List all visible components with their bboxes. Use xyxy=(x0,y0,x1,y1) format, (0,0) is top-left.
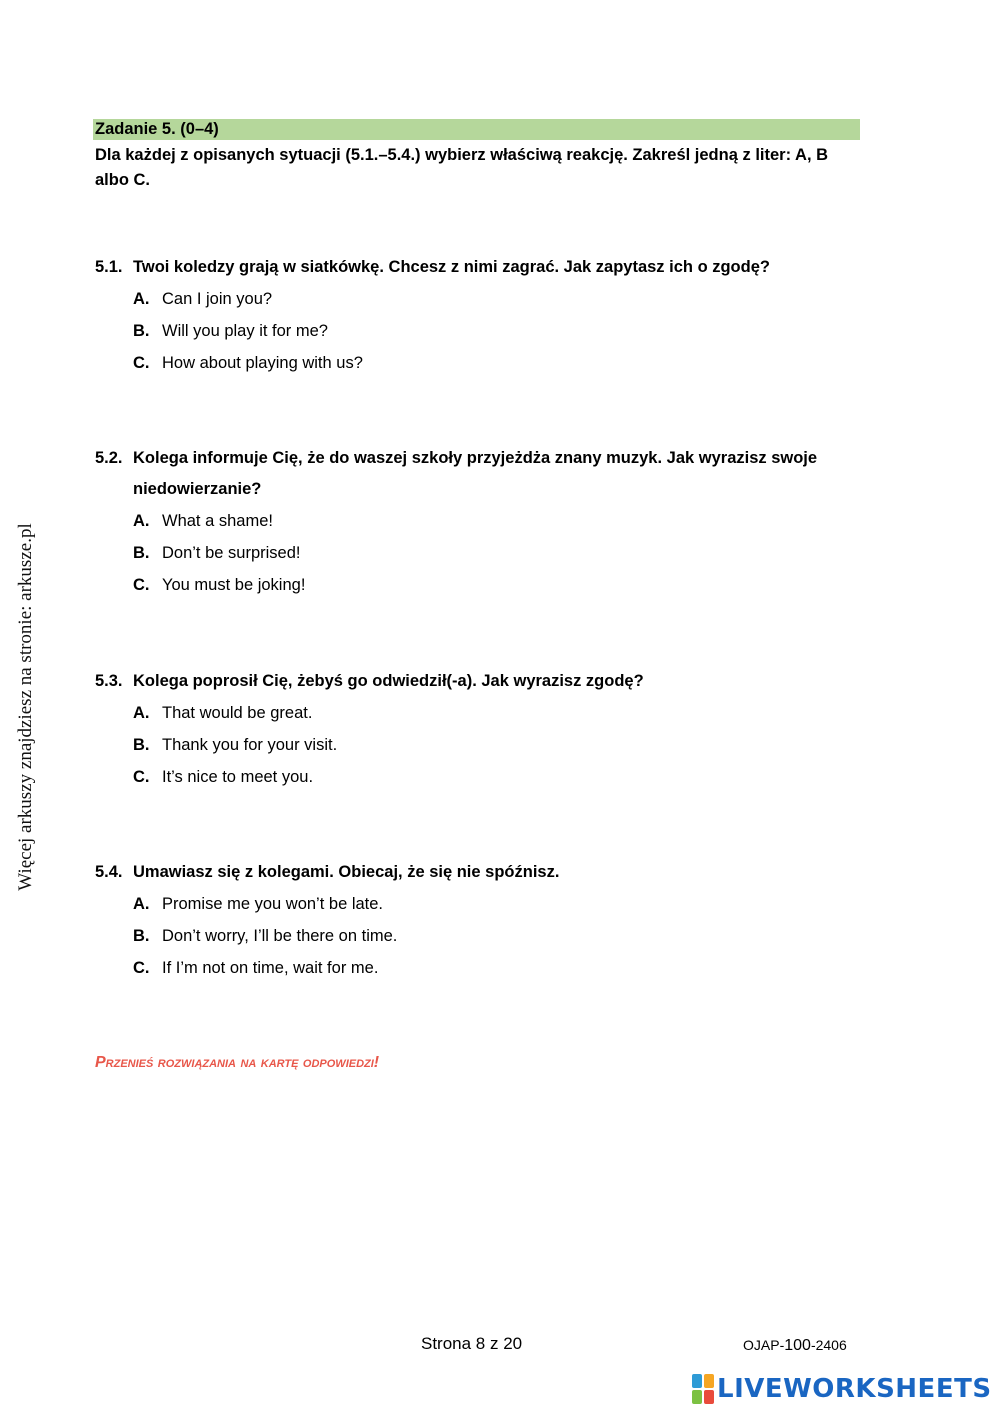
option-text: It’s nice to meet you. xyxy=(162,768,314,786)
task-instruction: Dla każdej z opisanych sytuacji (5.1.–5.4.) wybierz właściwą reakcję. Zakreśl jedną z liter: A, B albo C. xyxy=(95,146,829,189)
option-text: Thank you for your visit. xyxy=(162,736,338,754)
option-a[interactable] xyxy=(133,283,865,315)
option-b[interactable] xyxy=(133,729,865,761)
option-c[interactable] xyxy=(133,347,865,379)
question-number: 5.1. xyxy=(95,258,123,276)
option-c[interactable] xyxy=(133,569,865,601)
brand-logo-icon xyxy=(692,1374,714,1404)
logo-tile xyxy=(704,1390,714,1404)
exam-code-suffix: -2406 xyxy=(810,1337,847,1353)
option-text: What a shame! xyxy=(162,512,273,530)
question-5-1 xyxy=(95,252,865,379)
option-text: That would be great. xyxy=(162,704,313,722)
brand-name: LIVEWORKSHEETS xyxy=(717,1374,992,1404)
option-letter[interactable]: A. xyxy=(133,290,150,308)
option-text: If I’m not on time, wait for me. xyxy=(162,959,379,977)
question-text: Kolega informuje Cię, że do waszej szkoły przyjeżdża znany muzyk. Jak wyrazisz swoje niedowierzanie? xyxy=(133,449,818,498)
transfer-answers-note xyxy=(95,1052,379,1074)
option-text: How about playing with us? xyxy=(162,354,363,372)
option-text: Don’t be surprised! xyxy=(162,544,301,562)
option-a[interactable] xyxy=(133,505,865,537)
option-letter[interactable]: A. xyxy=(133,895,150,913)
question-number: 5.4. xyxy=(95,863,123,881)
option-text: Don’t worry, I’ll be there on time. xyxy=(162,927,398,945)
question-5-2 xyxy=(95,443,865,601)
option-b[interactable] xyxy=(133,920,865,952)
question-text: Twoi koledzy grają w siatkówkę. Chcesz z nimi zagrać. Jak zapytasz ich o zgodę? xyxy=(133,258,770,276)
logo-tile xyxy=(692,1374,702,1388)
option-a[interactable] xyxy=(133,888,865,920)
task-title: Zadanie 5. (0–4) xyxy=(93,119,860,140)
option-letter[interactable]: C. xyxy=(133,768,150,786)
option-letter[interactable]: B. xyxy=(133,322,150,340)
option-b[interactable] xyxy=(133,315,865,347)
transfer-note-text: Przenieś rozwiązania na kartę odpowiedzi! xyxy=(95,1054,380,1071)
question-5-3 xyxy=(95,666,865,793)
option-letter[interactable]: A. xyxy=(133,512,150,530)
option-c[interactable] xyxy=(133,952,865,984)
option-letter[interactable]: C. xyxy=(133,354,150,372)
option-b[interactable] xyxy=(133,537,865,569)
option-letter[interactable]: C. xyxy=(133,576,150,594)
exam-code-mid: 100 xyxy=(784,1337,811,1354)
liveworksheets-brand[interactable] xyxy=(692,1373,992,1405)
option-letter[interactable]: C. xyxy=(133,959,150,977)
option-letter[interactable]: A. xyxy=(133,704,150,722)
question-number: 5.3. xyxy=(95,672,123,690)
option-letter[interactable]: B. xyxy=(133,736,150,754)
option-text: Can I join you? xyxy=(162,290,273,308)
option-a[interactable] xyxy=(133,697,865,729)
option-text: You must be joking! xyxy=(162,576,306,594)
side-watermark-text: Więcej arkuszy znajdziesz na stronie: arkusze.pl xyxy=(15,523,36,891)
question-number: 5.2. xyxy=(95,449,123,467)
option-c[interactable] xyxy=(133,761,865,793)
option-text: Will you play it for me? xyxy=(162,322,328,340)
question-5-4 xyxy=(95,857,865,984)
logo-tile xyxy=(692,1390,702,1404)
option-letter[interactable]: B. xyxy=(133,927,150,945)
logo-tile xyxy=(704,1374,714,1388)
option-letter[interactable]: B. xyxy=(133,544,150,562)
option-text: Promise me you won’t be late. xyxy=(162,895,384,913)
question-text: Umawiasz się z kolegami. Obiecaj, że się nie spóźnisz. xyxy=(133,863,560,881)
question-text: Kolega poprosił Cię, żebyś go odwiedził(-a). Jak wyrazisz zgodę? xyxy=(133,672,644,690)
exam-code-prefix: OJAP- xyxy=(743,1337,785,1353)
exam-code xyxy=(743,1335,847,1356)
page-number: Strona 8 z 20 xyxy=(421,1334,523,1353)
